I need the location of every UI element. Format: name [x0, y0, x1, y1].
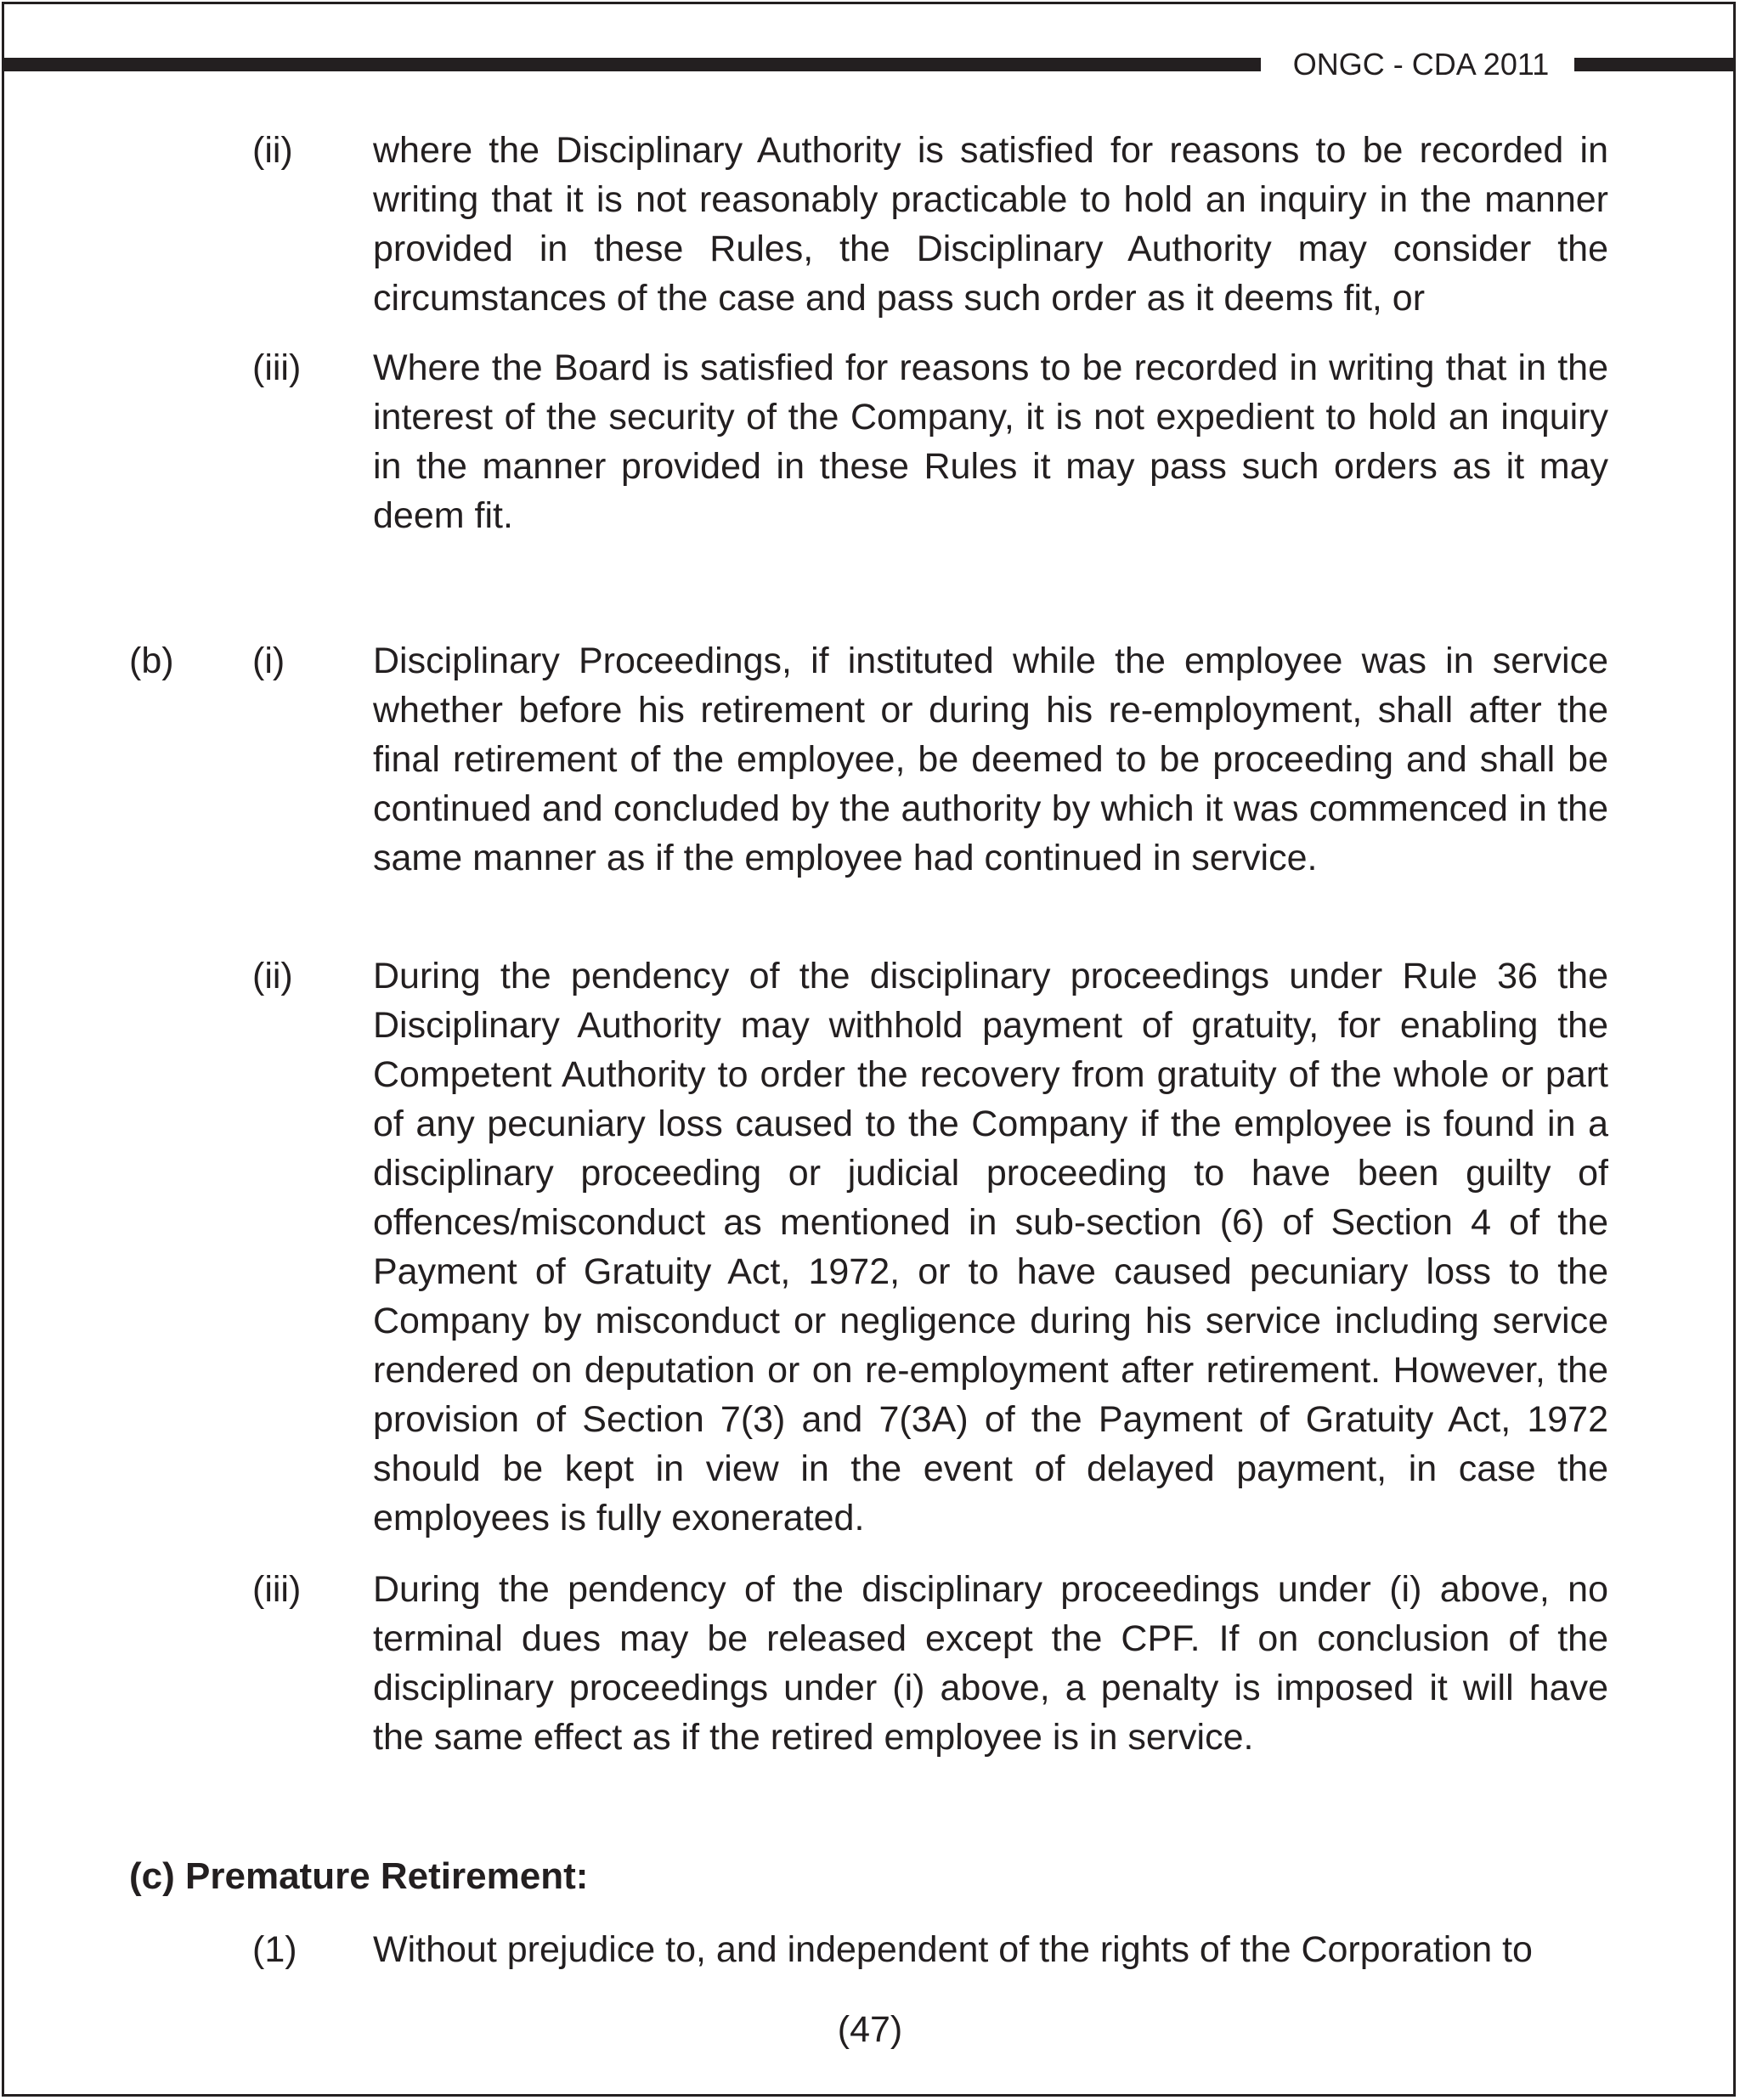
header-rule-left: [2, 58, 1261, 71]
header-title: ONGC - CDA 2011: [1292, 47, 1550, 82]
paragraph-b-iii: During the pendency of the disciplinary proceedings under (i) above, no terminal dues may be released except the CPF. If on conclusion of the disciplinary proceedings under (i) above, a penalty is imposed it will have the same effect as if the retired employee is in service.: [373, 1569, 1608, 1758]
item-label-a-ii: (ii): [252, 130, 293, 171]
section-label-b: (b): [129, 641, 174, 681]
item-label-c-1: (1): [252, 1929, 297, 1970]
header-rule-right: [1574, 58, 1736, 71]
item-label-a-iii: (iii): [252, 347, 302, 388]
page-number: (47): [837, 2009, 903, 2050]
paragraph-a-ii: where the Disciplinary Authority is satisfied for reasons to be recorded in writing that it is not reasonably practicable to hold an inquiry in the manner provided in these Rules, the Disciplinary Authority may consider the circumstances of the case and pass such order as it deems fit, or: [373, 130, 1608, 319]
paragraph-a-iii: Where the Board is satisfied for reasons to be recorded in writing that in the interest of the security of the Company, it is not expedient to hold an inquiry in the manner provided in these Rules it may pass such orders as it may deem fit.: [373, 347, 1608, 536]
section-heading-premature-retirement: (c) Premature Retirement:: [129, 1855, 589, 1897]
paragraph-c-1: Without prejudice to, and independent of the rights of the Corporation to: [373, 1929, 1533, 1970]
paragraph-b-ii: During the pendency of the disciplinary proceedings under Rule 36 the Disciplinary Authority may withhold payment of gratuity, for enabling the Competent Authority to order the recovery from gratuity of the whole or part of any pecuniary loss caused to the Company if the employee is found in a disciplinary proceeding or judicial proceeding to have been guilty of offences/misconduct as mentioned in sub-section (6) of Section 4 of the Payment of Gratuity Act, 1972, or to have caused pecuniary loss to the Company by misconduct or negligence during his service including service rendered on deputation or on re-employment after retirement. However, the provision of Section 7(3) and 7(3A) of the Payment of Gratuity Act, 1972 should be kept in view in the event of delayed payment, in case the employees is fully exonerated.: [373, 956, 1608, 1538]
item-label-b-i: (i): [252, 641, 285, 681]
item-label-b-iii: (iii): [252, 1569, 302, 1610]
paragraph-b-i: Disciplinary Proceedings, if instituted while the employee was in service whether before his retirement or during his re-employment, shall after the final retirement of the employee, be deemed to be proceeding and shall be continued and concluded by the authority by which it was commenced in the same manner as if the employee had continued in service.: [373, 641, 1608, 878]
item-label-b-ii: (ii): [252, 956, 293, 996]
